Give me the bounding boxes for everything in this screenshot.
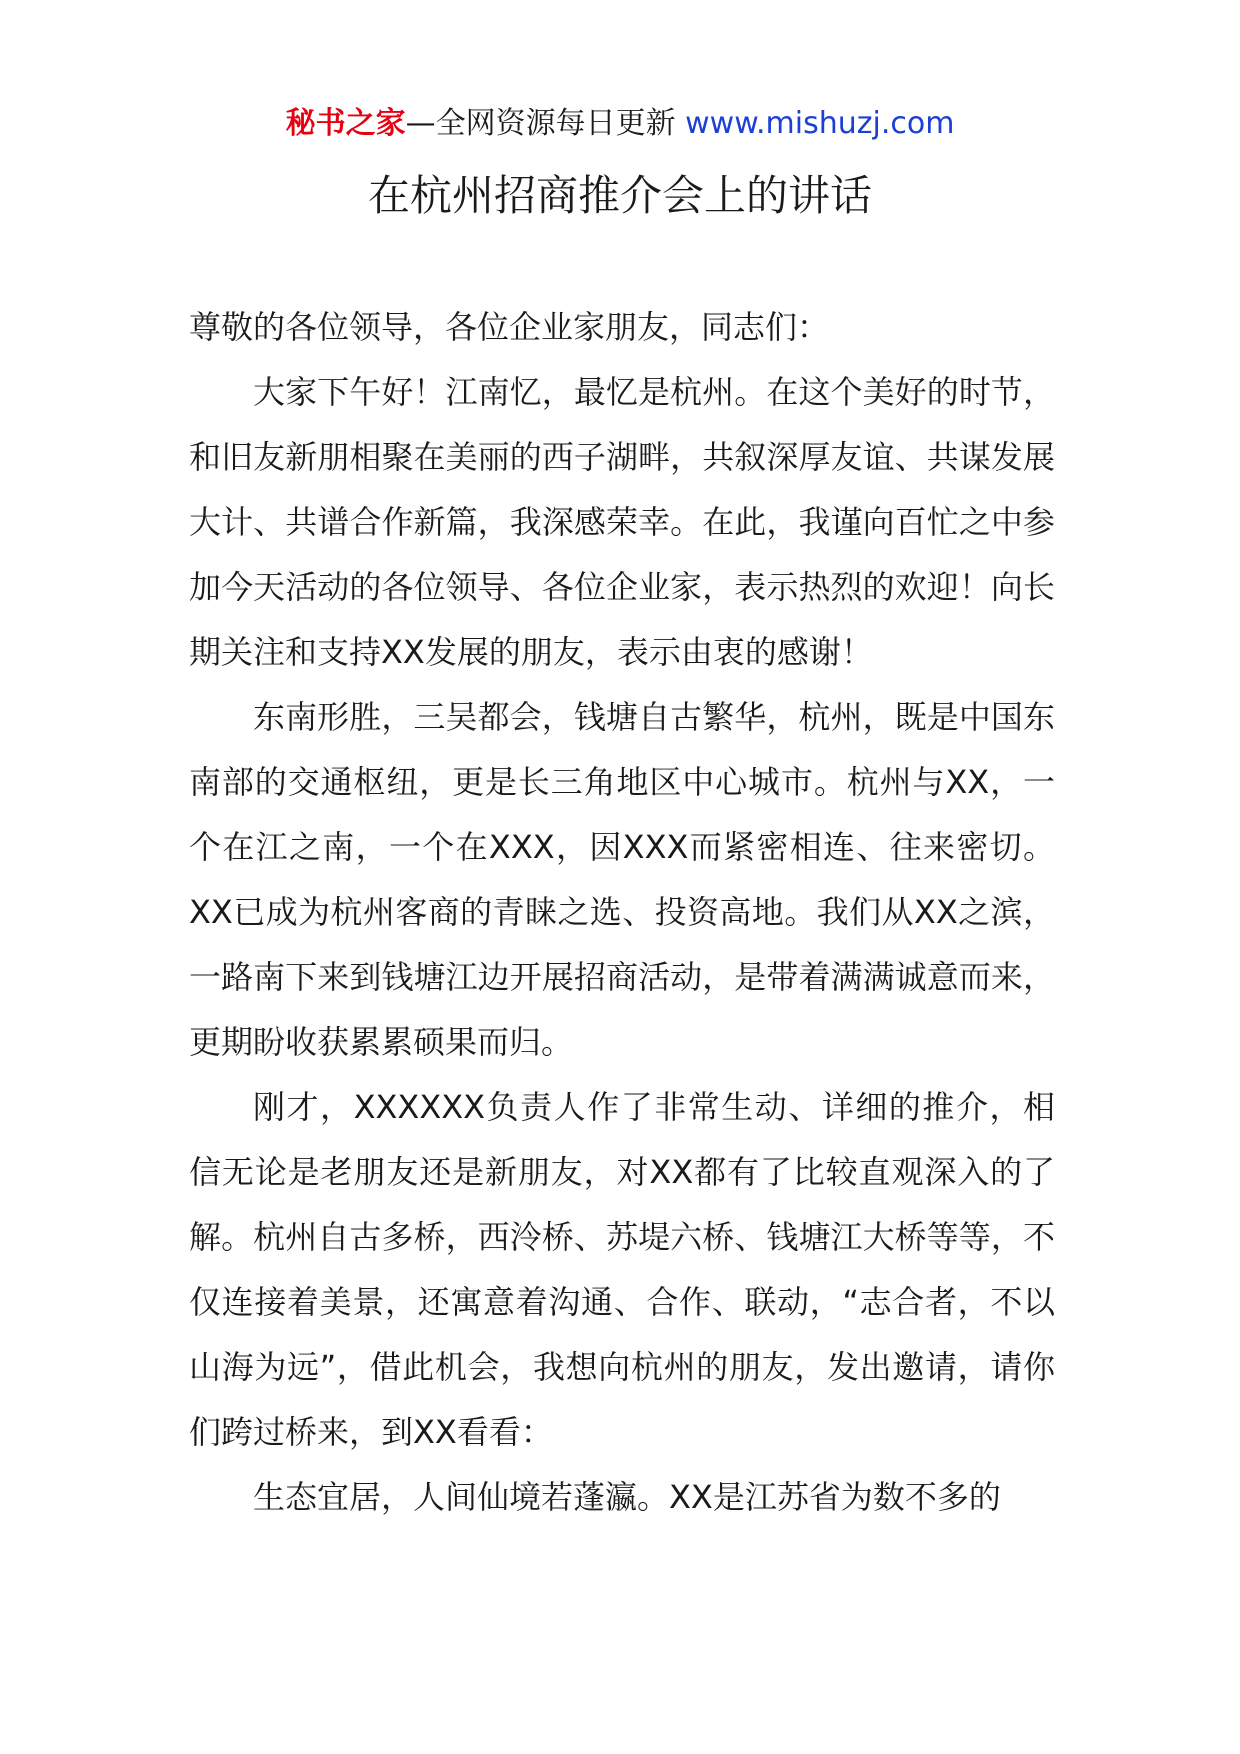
site-slogan: —全网资源每日更新 [405,106,676,141]
document-body [189,295,1055,1530]
paragraph-hangzhou-intro: 东南形胜，三吴都会，钱塘自古繁华，杭州，既是中国东南部的交通枢纽，更是长三角地区中心城市。杭州与XX，一个在江之南，一个在XXX，因XXX而紧密相连、往来密切。XX已成为杭州客商的青睐之选、投资高地。我们从XX之滨，一路南下来到钱塘江边开展招商活动，是带着满满诚意而来，更期盼收获累累硕果而归。 [189,698,1055,1061]
site-url-link[interactable]: www.mishuzj.com [685,106,955,141]
document-title: 在杭州招商推介会上的讲话 [367,171,872,220]
paragraph-ecology: 生态宜居，人间仙境若蓬瀛。XX是江苏省为数不多的 [253,1478,1001,1516]
paragraph-invitation: 刚才，XXXXXX负责人作了非常生动、详细的推介，相信无论是老朋友还是新朋友，对XX都有了比较直观深入的了解。杭州自古多桥，西泠桥、苏堤六桥、钱塘江大桥等等，不仅连接着美景，还寓意着沟通、合作、联动，“志合者，不以山海为远”，借此机会，我想向杭州的朋友，发出邀请，请你们跨过桥来，到XX看看： [189,1088,1055,1451]
salutation: 尊敬的各位领导，各位企业家朋友，同志们： [189,308,830,346]
site-header [0,100,1240,148]
paragraph-greeting: 大家下午好！江南忆，最忆是杭州。在这个美好的时节，和旧友新朋相聚在美丽的西子湖畔，共叙深厚友谊、共谋发展大计、共谱合作新篇，我深感荣幸。在此，我谨向百忙之中参加今天活动的各位领导、各位企业家，表示热烈的欢迎！向长期关注和支持XX发展的朋友，表示由衷的感谢！ [189,373,1055,671]
site-brand: 秘书之家 [285,106,406,141]
